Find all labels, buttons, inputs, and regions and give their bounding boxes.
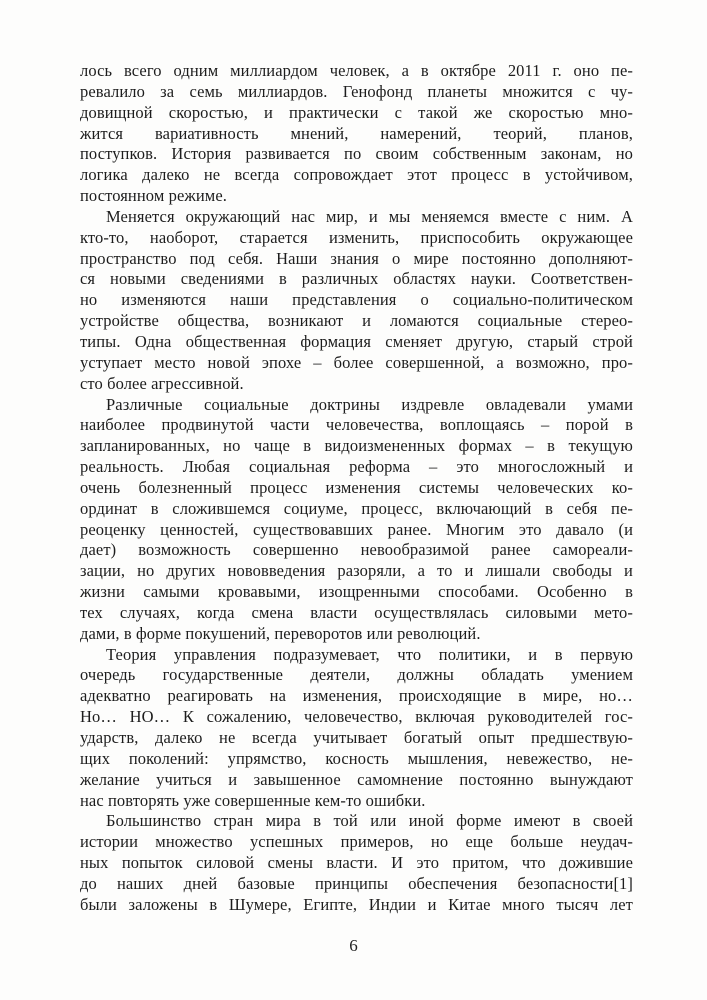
text-line: до наших дней базовые принципы обеспечения безопасности[1] (80, 873, 633, 893)
text-line: очередь государственные деятели, должны обладать умением (80, 665, 633, 685)
page-text (80, 61, 633, 916)
text-line: Теория управления подразумевает, что политики, и в первую (106, 644, 633, 664)
text-line: нас повторять уже совершенные кем-то ошибки. (80, 790, 426, 810)
text-line: кто-то, наоборот, старается изменить, приспособить окружающее (80, 227, 633, 247)
text-line: запланированных, но чаще в видоизмененных формах – в текущую (80, 436, 633, 456)
text-line: Большинство стран мира в той или иной форме имеют в своей (106, 811, 633, 831)
text-line: ординат в сложившемся социуме, процесс, включающий в себя пе- (80, 498, 633, 518)
text-line: адекватно реагировать на изменения, происходящие в мире, но… (80, 686, 633, 706)
text-line: ся новыми сведениями в различных областях науки. Соответствен- (80, 269, 633, 289)
text-line: логика далеко не всегда сопровождает этот процесс в устойчивом, (80, 165, 633, 185)
text-line: лось всего одним миллиардом человек, а в октябре 2011 г. оно пе- (80, 61, 633, 80)
text-line: ных попыток силовой смены власти. И это притом, что дожившие (80, 853, 633, 873)
text-line: постоянном режиме. (80, 186, 227, 206)
text-line: тех случаях, когда смена власти осуществлялась силовыми мето- (80, 602, 633, 622)
text-line: Меняется окружающий нас мир, и мы меняемся вместе с ним. А (106, 206, 633, 226)
text-line: жится вариативность мнений, намерений, теорий, планов, (80, 123, 633, 143)
text-line: наиболее продвинутой части человечества, воплощаясь – порой в (80, 415, 633, 435)
text-line: реоценку ценностей, существовавших ранее. Многим это давало (и (80, 519, 633, 539)
text-line: реальность. Любая социальная реформа – это многосложный и (80, 457, 633, 477)
text-line: сто более агрессивной. (80, 373, 244, 393)
page-number: 6 (349, 936, 358, 955)
text-line: но изменяются наши представления о социально-политическом (80, 290, 633, 310)
text-line: дами, в форме покушений, переворотов или революций. (80, 623, 481, 643)
text-line: Но… НО… К сожалению, человечество, включая руководителей гос- (80, 707, 633, 727)
paragraph-2 (80, 207, 633, 395)
text-line: Различные социальные доктрины издревле овладевали умами (106, 394, 633, 414)
text-line: были заложены в Шумере, Египте, Индии и Китае много тысяч лет (80, 894, 633, 914)
text-line: ревалило за семь миллиардов. Генофонд планеты множится с чу- (80, 81, 633, 101)
paragraph-4 (80, 645, 633, 812)
paragraph-3 (80, 395, 633, 645)
text-line: дает) возможность совершенно невообразимой ранее самореали- (80, 540, 633, 560)
text-line: типы. Одна общественная формация сменяет другую, старый строй (80, 331, 633, 351)
text-line: очень болезненный процесс изменения системы человеческих ко- (80, 477, 633, 497)
text-line: довищной скоростью, и практически с такой же скоростью мно- (80, 102, 633, 122)
paragraph-5 (80, 811, 633, 915)
text-line: желание учиться и завышенное самомнение постоянно вынуждают (80, 769, 633, 789)
text-line: устройстве общества, возникают и ломаются социальные стерео- (80, 311, 633, 331)
text-line: поступков. История развивается по своим собственным законам, но (80, 144, 633, 164)
text-line: ударств, далеко не всегда учитывает богатый опыт предшествую- (80, 728, 633, 747)
text-line: уступает место новой эпохе – более совершенной, а возможно, про- (80, 352, 633, 372)
paragraph-1 (80, 61, 633, 207)
text-line: зации, но других нововведения разоряли, а то и лишали свободы и (80, 561, 633, 581)
text-line: истории множество успешных примеров, но еще больше неудач- (80, 832, 633, 852)
text-line: пространство под себя. Наши знания о мире постоянно дополняют- (80, 248, 633, 268)
text-line: жизни самыми кровавыми, изощренными способами. Особенно в (80, 582, 633, 602)
text-line: щих поколений: упрямство, косность мышления, невежество, не- (80, 748, 633, 768)
